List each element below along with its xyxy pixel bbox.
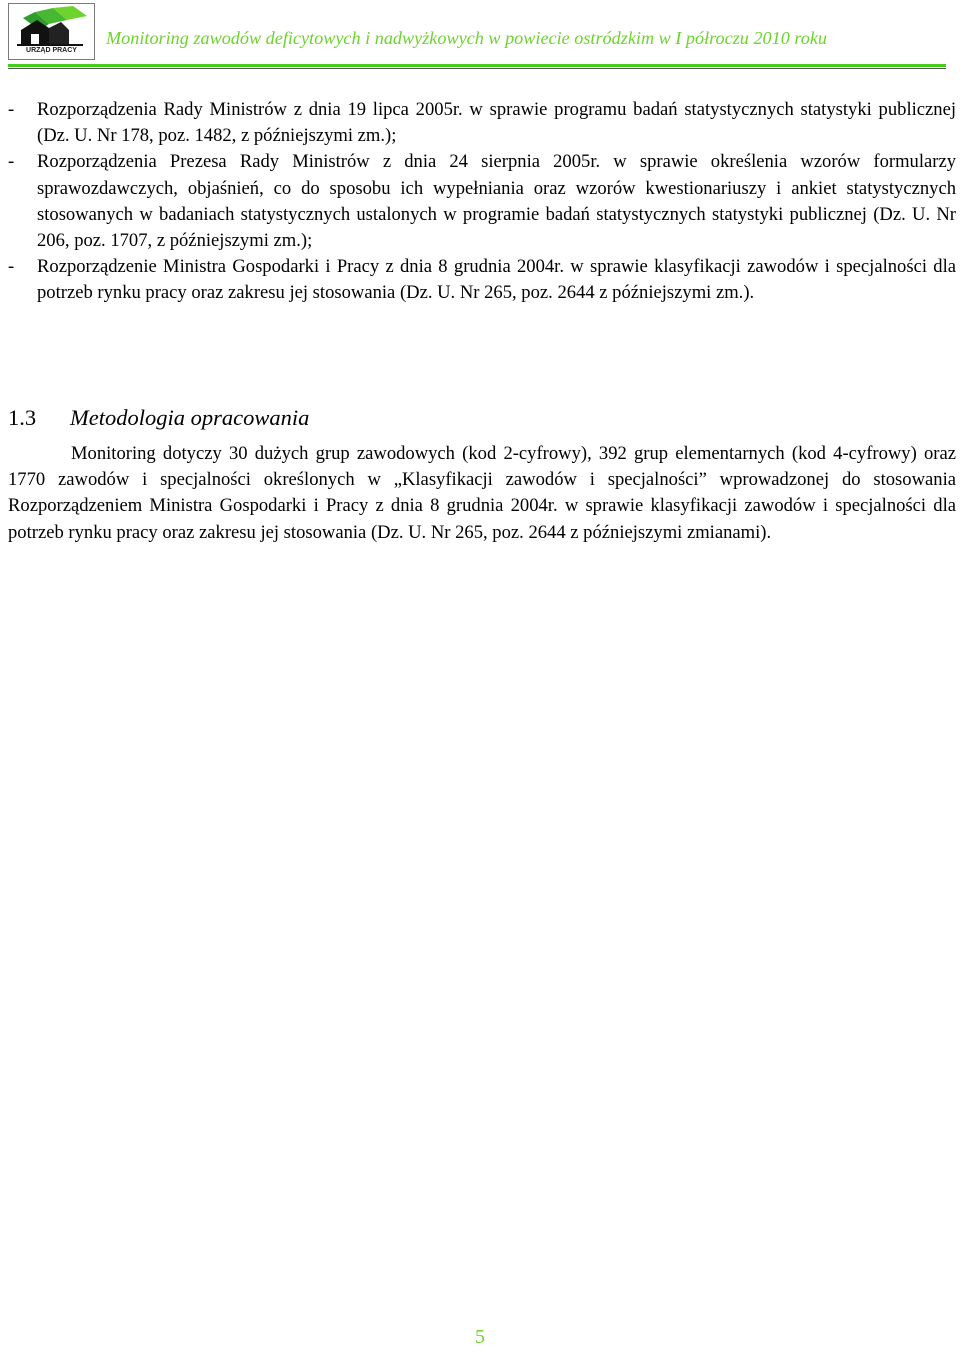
logo-text: URZĄD PRACY [26, 47, 77, 54]
methodology-paragraph: Monitoring dotyczy 30 dużych grup zawodowych (kod 2-cyfrowy), 392 grup elementarnych (kod 4-cyfrowy) oraz 1770 zawodów i specjalności określonych w „Klasyfikacji zawodów i specjalności” wprowadzonej do stosowania Rozporządzeniem Ministra Gospodarki i Pracy z dnia 8 grudnia 2004r. w sprawie klasyfikacji zawodów i specjalności dla potrzeb rynku pracy oraz zakresu jej stosowania (Dz. U. Nr 265, poz. 2644 z późniejszymi zmianami). [8, 443, 956, 543]
header-divider-gray [8, 68, 946, 69]
section-number: 1.3 [8, 405, 37, 430]
page-header [0, 0, 960, 72]
document-header-title: Monitoring zawodów deficytowych i nadwyżkowych w powiecie ostródzkim w I półroczu 2010 roku [106, 28, 828, 48]
page-number: 5 [475, 1326, 485, 1348]
header-divider-green [8, 64, 946, 67]
legal-basis-list [8, 97, 956, 307]
urzad-pracy-logo [8, 3, 95, 60]
list-item-text: Rozporządzenia Rady Ministrów z dnia 19 lipca 2005r. w sprawie programu badań statystycznych statystyki publicznej (Dz. U. Nr 178, poz. 1482, z późniejszymi zm.); [37, 99, 956, 147]
list-item [8, 149, 956, 254]
section-title: Metodologia opracowania [70, 405, 310, 430]
list-item [8, 97, 956, 149]
list-bullet: - [8, 151, 15, 173]
list-item-text: Rozporządzenie Ministra Gospodarki i Pracy z dnia 8 grudnia 2004r. w sprawie klasyfikacji zawodów i specjalności dla potrzeb rynku pracy oraz zakresu jej stosowania (Dz. U. Nr 265, poz. 2644 z późniejszymi zm.). [37, 256, 956, 304]
list-bullet: - [8, 256, 15, 278]
section-heading [8, 405, 309, 431]
list-bullet: - [8, 99, 15, 120]
list-item [8, 254, 956, 306]
list-item-text: Rozporządzenia Prezesa Rady Ministrów z dnia 24 sierpnia 2005r. w sprawie określenia wzorów formularzy sprawozdawczych, objaśnień, co do sposobu ich wypełniania oraz wzorów kwestionariuszy i ankiet statystycznych stosowanych w badaniach statystycznych ustalonych w programie badań statystycznych statystyki publicznej (Dz. U. Nr 206, poz. 1707, z późniejszymi zm.); [37, 151, 956, 252]
